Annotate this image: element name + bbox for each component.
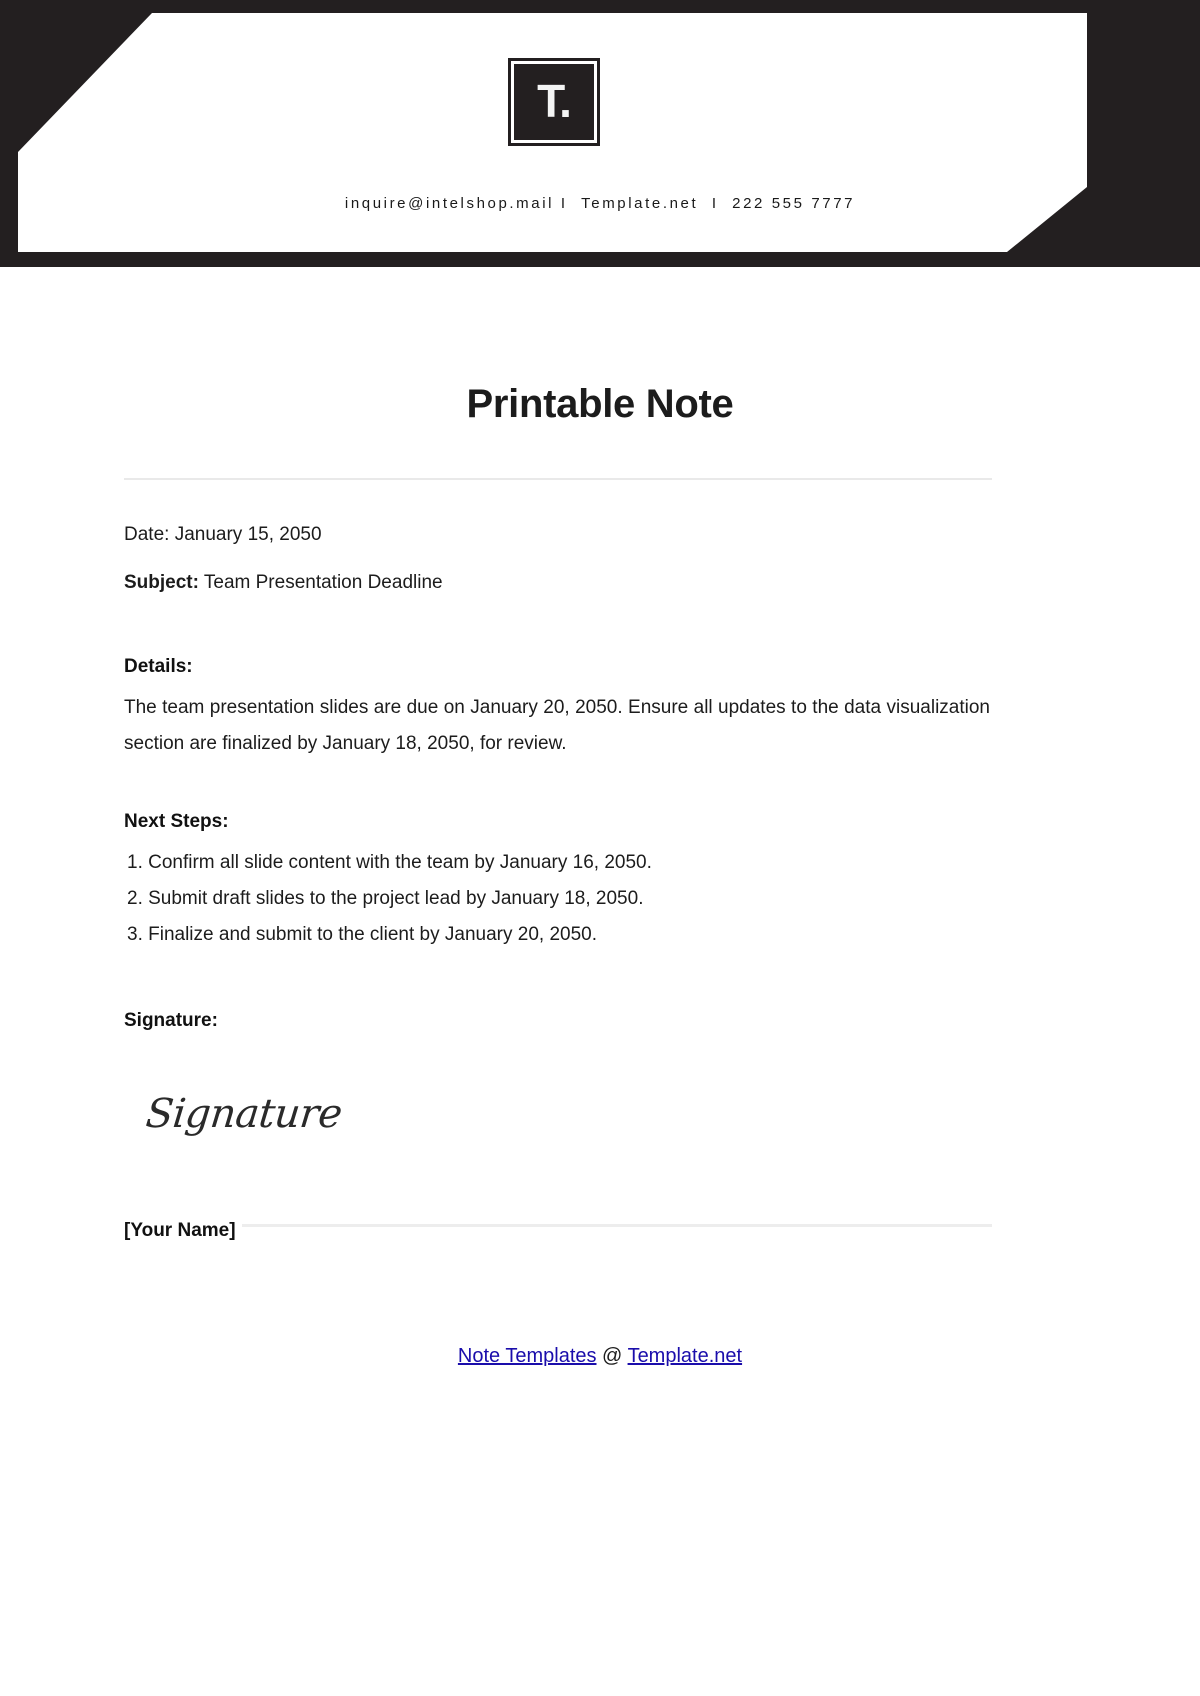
name-placeholder: [Your Name]: [124, 1220, 242, 1242]
details-heading: Details:: [124, 656, 193, 677]
note-subject-label: Subject:: [124, 572, 199, 593]
contact-separator-1: I: [560, 195, 568, 212]
list-item: 2. Submit draft slides to the project lead by January 18, 2050.: [127, 888, 644, 909]
note-date: Date: January 15, 2050: [124, 524, 322, 545]
list-item: 1. Confirm all slide content with the team by January 16, 2050.: [127, 852, 652, 873]
page-title: Printable Note: [466, 382, 734, 426]
contact-phone: 222 555 7777: [732, 195, 856, 212]
brand-logo-glyph: T.: [537, 75, 571, 127]
brand-logo: [508, 58, 600, 146]
document-header: [0, 0, 1200, 267]
next-steps-list: [124, 845, 992, 953]
contact-website: Template.net: [581, 195, 699, 212]
template-net-link[interactable]: Template.net: [627, 1345, 743, 1367]
title-divider: [124, 478, 992, 480]
note-subject-value: Team Presentation Deadline: [203, 572, 443, 593]
document-body: [0, 267, 1200, 1696]
list-item: 3. Finalize and submit to the client by January 20, 2050.: [127, 924, 597, 945]
contact-email: inquire@intelshop.mail: [344, 195, 555, 212]
header-contact-line: [0, 195, 1200, 212]
signature-script-mark: Signature: [143, 1091, 345, 1137]
note-content: [124, 522, 992, 1137]
details-paragraph: The team presentation slides are due on January 20, 2050. Ensure all updates to the data visualization section are finalized by January 18, 2050, for review.: [124, 697, 990, 754]
signature-divider: [124, 1224, 992, 1227]
signature-area: [124, 1034, 992, 1137]
next-steps-heading: Next Steps:: [124, 811, 229, 832]
footer-connector: @: [596, 1345, 628, 1367]
note-subject: [124, 570, 992, 596]
contact-separator-2: I: [711, 195, 719, 212]
footer-attribution: [0, 1345, 1200, 1368]
signature-heading: Signature:: [124, 1010, 218, 1031]
note-templates-link[interactable]: Note Templates: [457, 1345, 597, 1367]
